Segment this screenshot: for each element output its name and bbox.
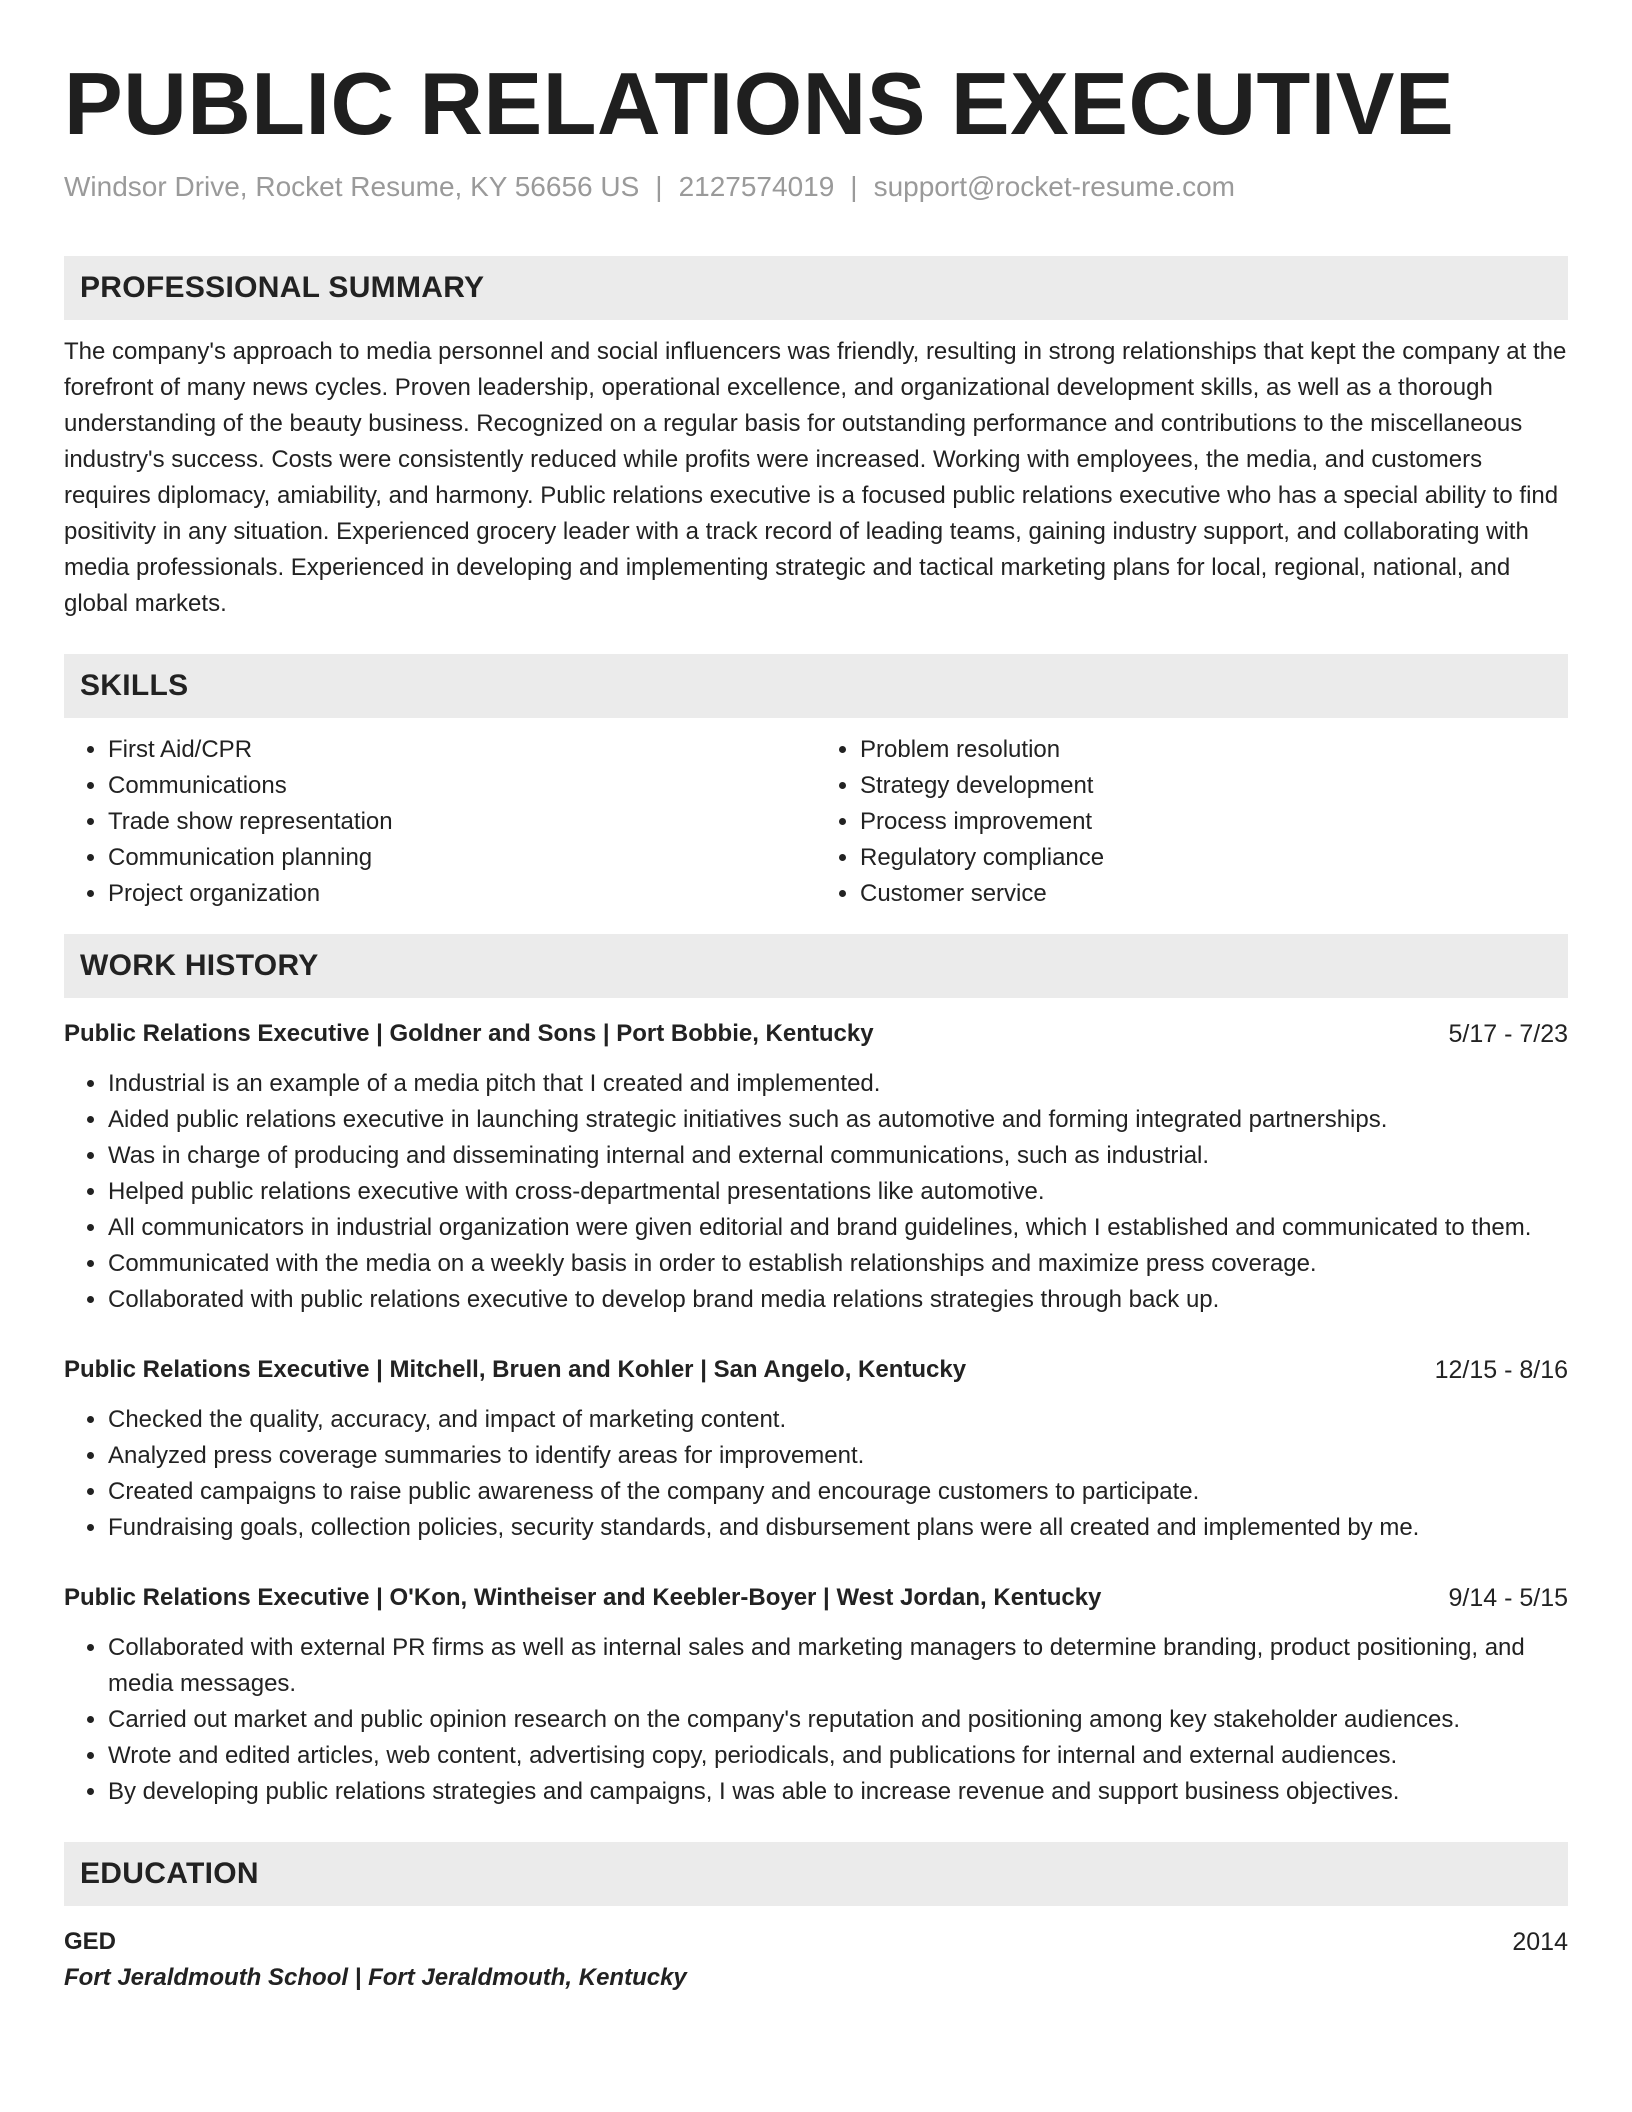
skill-item: • Communications [108, 768, 816, 804]
contact-email: support@rocket-resume.com [873, 171, 1236, 202]
skills-list [64, 732, 1568, 912]
skill-item: • Project organization [108, 876, 816, 912]
summary-text: The company's approach to media personnel and social influencers was friendly, resulting in strong relationships that kept the company at the forefront of many news cycles. Proven leadership, operational excellence, and organizational development skills, as well as a thorough understanding of the beauty business. Recognized on a regular basis for outstanding performance and contributions to the miscellaneous industry's success. Costs were consistently reduced while profits were increased. Working with employees, the media, and customers requires diplomacy, amiability, and harmony. Public relations executive is a focused public relations executive who has a special ability to find positivity in any situation. Experienced grocery leader with a track record of leading teams, gaining industry support, and collaborating with media professionals. Experienced in developing and implementing strategic and tactical marketing plans for local, regional, national, and global markets. [64, 338, 1567, 617]
skill-item: • Problem resolution [860, 732, 1568, 768]
job-dates: 12/15 - 8/16 [1434, 1356, 1568, 1384]
contact-phone: 2127574019 [678, 171, 835, 202]
job-bullet: • Aided public relations executive in launching strategic initiatives such as automotive and forming integrated partnerships. [108, 1102, 1568, 1138]
job-bullet: • Communicated with the media on a weekly basis in order to establish relationships and maximize press coverage. [108, 1246, 1568, 1282]
skill-item: • Trade show representation [108, 804, 816, 840]
contact-separator: | [850, 171, 858, 202]
job-bullet: • Was in charge of producing and disseminating internal and external communications, such as industrial. [108, 1138, 1568, 1174]
job-bullet: • Collaborated with external PR firms as well as internal sales and marketing managers to determine branding, product positioning, and media messages. [108, 1630, 1568, 1702]
job-header [64, 1580, 1568, 1616]
contact-separator: | [655, 171, 663, 202]
job-bullets [64, 1630, 1568, 1810]
job-bullet: • Fundraising goals, collection policies, security standards, and disbursement plans were all created and implemented by me. [108, 1510, 1568, 1546]
job-dates: 5/17 - 7/23 [1448, 1020, 1568, 1048]
job-bullet: • Checked the quality, accuracy, and impact of marketing content. [108, 1402, 1568, 1438]
job-bullet: • All communicators in industrial organization were given editorial and brand guidelines, which I established and communicated to them. [108, 1210, 1568, 1246]
contact-line [64, 170, 1568, 204]
job-bullet: • Helped public relations executive with cross-departmental presentations like automotive. [108, 1174, 1568, 1210]
job-bullets [64, 1066, 1568, 1318]
contact-address: Windsor Drive, Rocket Resume, KY 56656 US [64, 171, 640, 202]
education-row [64, 1924, 1568, 1960]
education-year: 2014 [1512, 1928, 1568, 1956]
job-bullet: • Wrote and edited articles, web content, advertising copy, periodicals, and publications for internal and external audiences. [108, 1738, 1568, 1774]
job-bullet: • Analyzed press coverage summaries to identify areas for improvement. [108, 1438, 1568, 1474]
job-title: Public Relations Executive | Goldner and Sons | Port Bobbie, Kentucky [64, 1020, 874, 1047]
job-header [64, 1016, 1568, 1052]
job-bullet: • Industrial is an example of a media pitch that I created and implemented. [108, 1066, 1568, 1102]
skill-item: • Customer service [860, 876, 1568, 912]
skill-item: • Communication planning [108, 840, 816, 876]
school: Fort Jeraldmouth School | Fort Jeraldmouth, Kentucky [64, 1964, 687, 1991]
job-bullet: • Collaborated with public relations executive to develop brand media relations strategies through back up. [108, 1282, 1568, 1318]
skill-item: • First Aid/CPR [108, 732, 816, 768]
skill-item: • Process improvement [860, 804, 1568, 840]
skills-heading: SKILLS [64, 654, 1568, 718]
degree: GED [64, 1928, 117, 1955]
job-header [64, 1352, 1568, 1388]
skill-item: • Regulatory compliance [860, 840, 1568, 876]
job-bullet: • By developing public relations strategies and campaigns, I was able to increase revenue and support business objectives. [108, 1774, 1568, 1810]
summary-heading: PROFESSIONAL SUMMARY [64, 256, 1568, 320]
skills-column-left [64, 732, 816, 912]
resume-title: PUBLIC RELATIONS EXECUTIVE [64, 54, 1455, 153]
job-title: Public Relations Executive | O'Kon, Wintheiser and Keebler-Boyer | West Jordan, Kentucky [64, 1584, 1102, 1611]
job-title: Public Relations Executive | Mitchell, Bruen and Kohler | San Angelo, Kentucky [64, 1356, 967, 1383]
work-history-heading: WORK HISTORY [64, 934, 1568, 998]
job-bullet: • Carried out market and public opinion research on the company's reputation and positioning among key stakeholder audiences. [108, 1702, 1568, 1738]
job-bullet: • Created campaigns to raise public awareness of the company and encourage customers to participate. [108, 1474, 1568, 1510]
skill-item: • Strategy development [860, 768, 1568, 804]
education-heading: EDUCATION [64, 1842, 1568, 1906]
job-dates: 9/14 - 5/15 [1448, 1584, 1568, 1612]
skills-column-right [816, 732, 1568, 912]
job-bullets [64, 1402, 1568, 1546]
